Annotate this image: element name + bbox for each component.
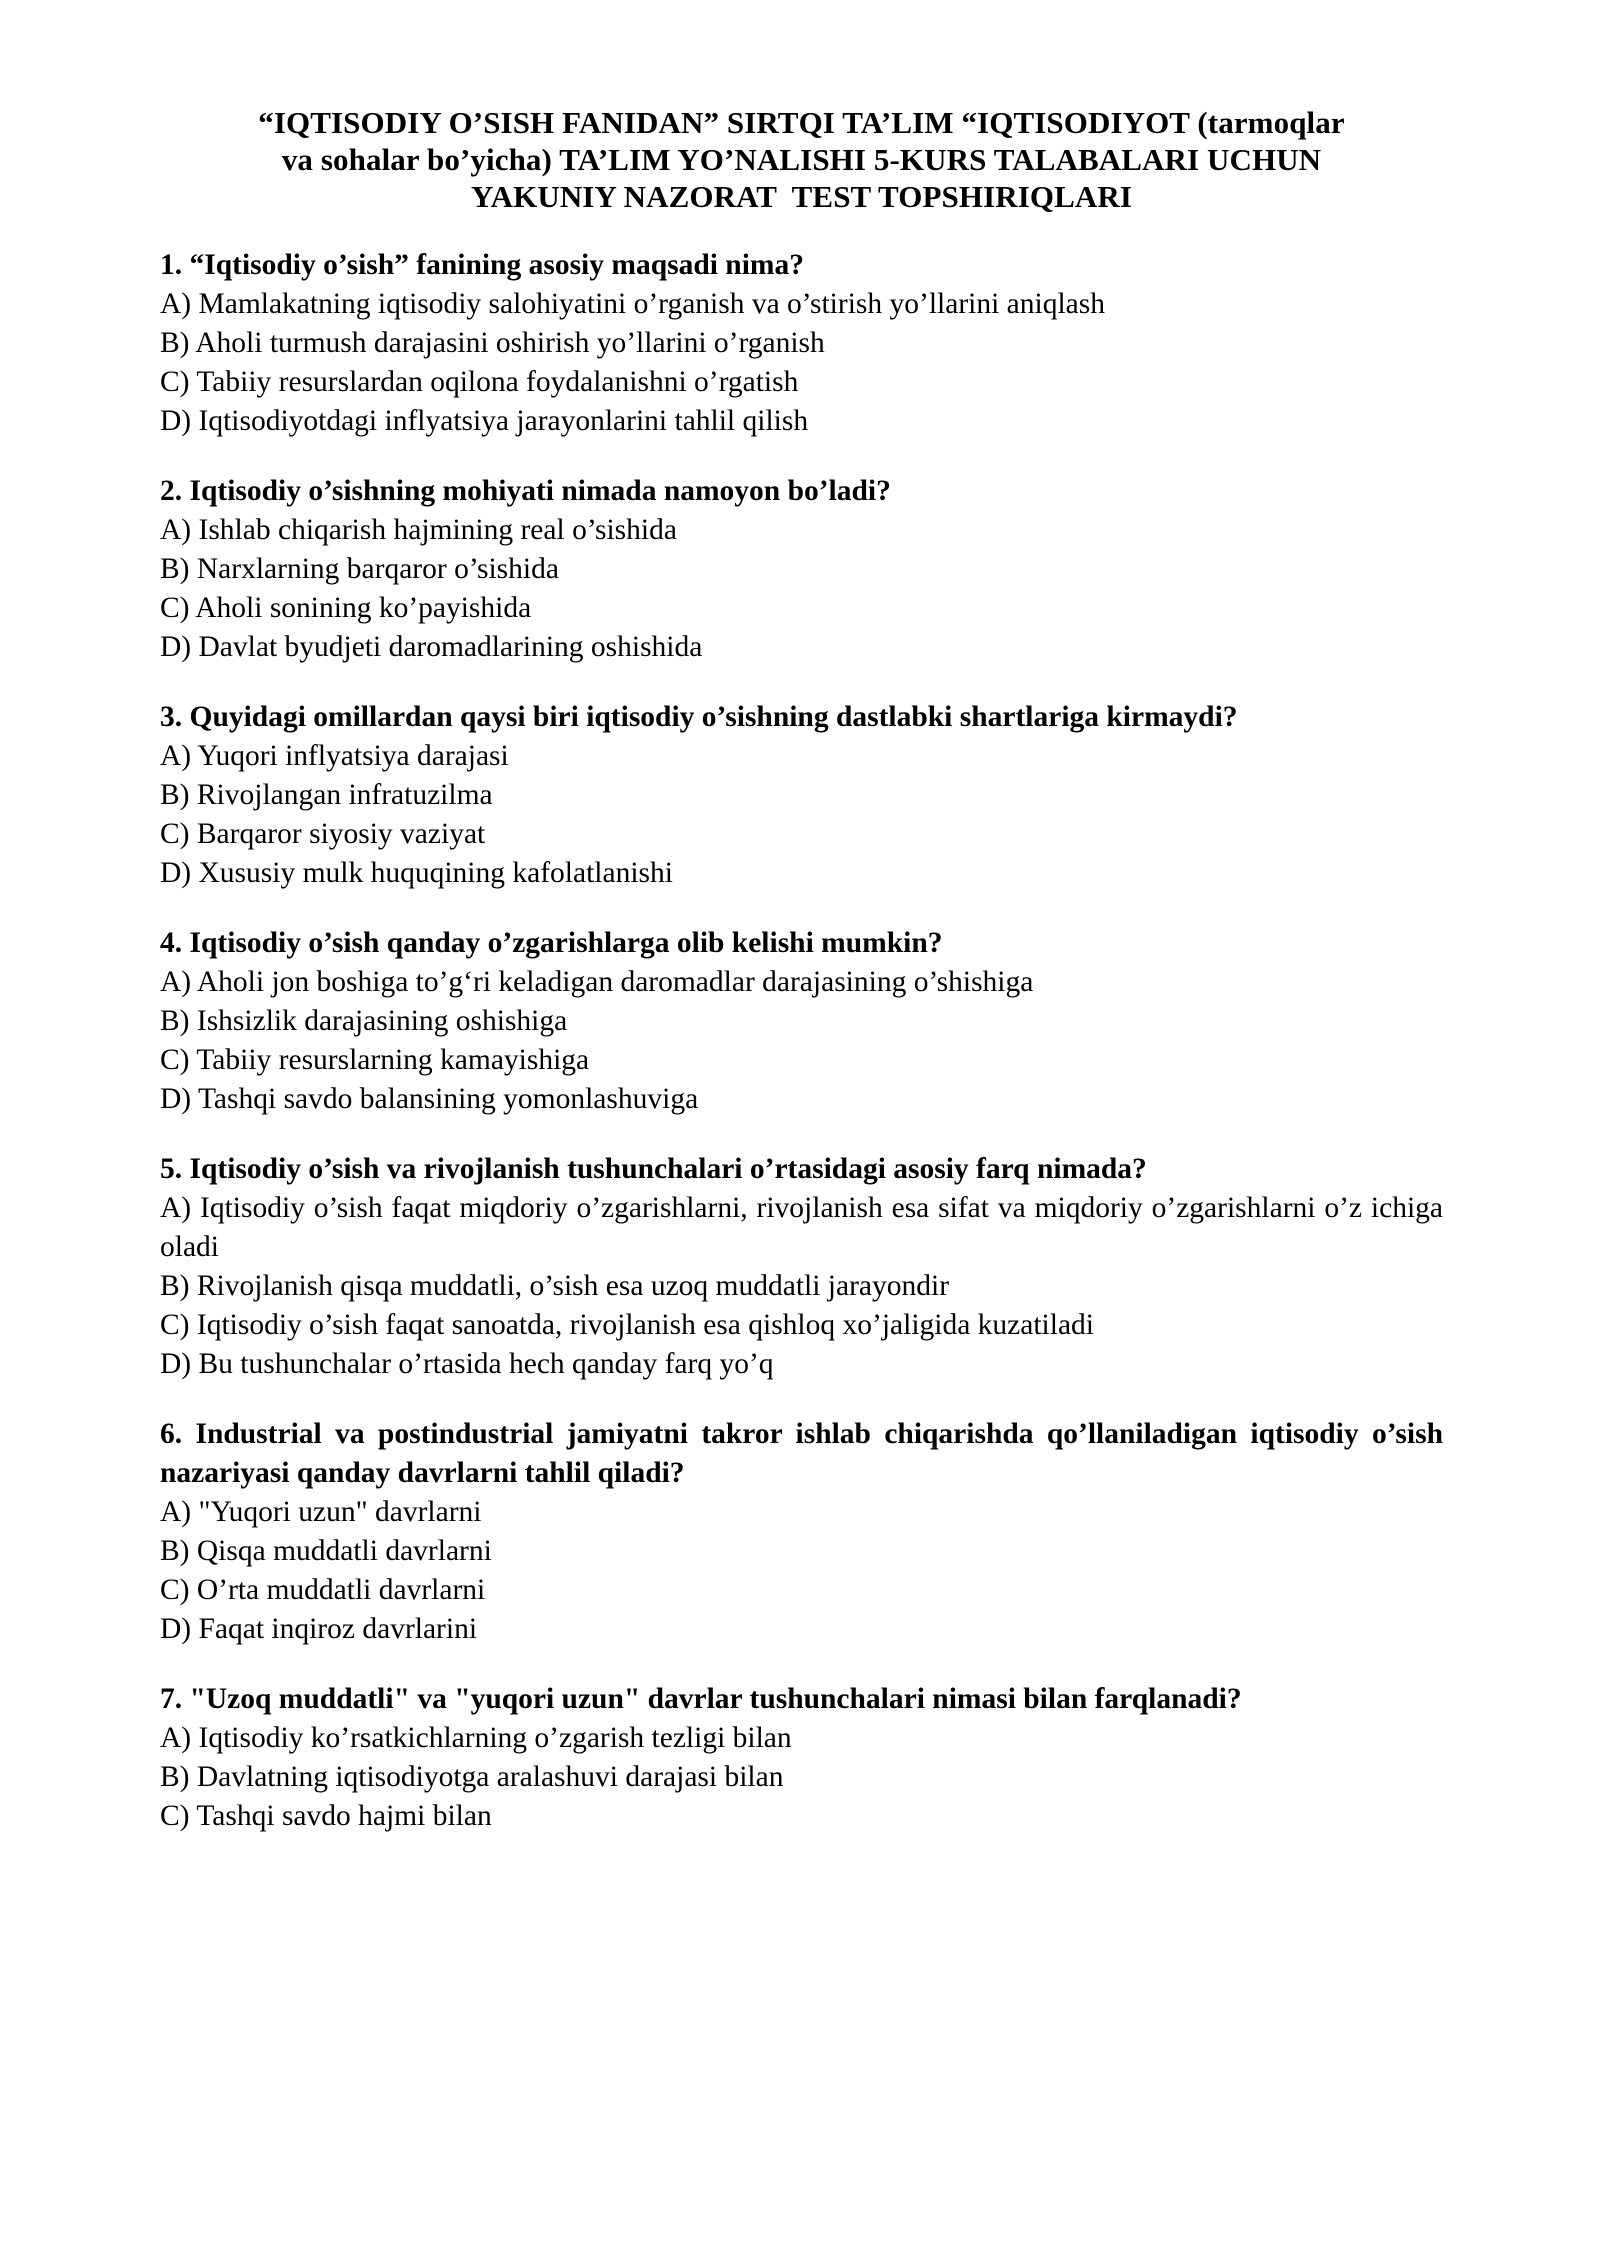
- option-6-b[interactable]: B) Qisqa muddatli davrlarni: [160, 1535, 492, 1567]
- option-7-a[interactable]: A) Iqtisodiy ko’rsatkichlarning o’zgarish tezligi bilan: [160, 1722, 792, 1754]
- option-3-a[interactable]: A) Yuqori inflyatsiya darajasi: [160, 740, 509, 772]
- option-5-b[interactable]: B) Rivojlanish qisqa muddatli, o’sish esa uzoq muddatli jarayondir: [160, 1270, 950, 1302]
- question-block-2: [160, 472, 1443, 667]
- question-block-4: [160, 924, 1443, 1119]
- question-text-2: 2. Iqtisodiy o’sishning mohiyati nimada namoyon bo’ladi?: [160, 475, 891, 507]
- option-7-c[interactable]: C) Tashqi savdo hajmi bilan: [160, 1800, 492, 1832]
- option-6-d[interactable]: D) Faqat inqiroz davrlarini: [160, 1613, 478, 1645]
- question-block-6: [160, 1415, 1443, 1649]
- question-block-5: [160, 1150, 1443, 1384]
- title-line-3: YAKUNIY NAZORAT TEST TOPSHIRIQLARI: [470, 179, 1133, 214]
- option-1-a[interactable]: A) Mamlakatning iqtisodiy salohiyatini o’rganish va o’stirish yo’llarini aniqlash: [160, 288, 1105, 320]
- option-3-c[interactable]: C) Barqaror siyosiy vaziyat: [160, 818, 486, 850]
- option-1-b[interactable]: B) Aholi turmush darajasini oshirish yo’llarini o’rganish: [160, 327, 825, 359]
- question-text-4: 4. Iqtisodiy o’sish qanday o’zgarishlarga olib kelishi mumkin?: [160, 927, 943, 959]
- option-4-d[interactable]: D) Tashqi savdo balansining yomonlashuviga: [160, 1083, 699, 1115]
- option-6-c[interactable]: C) O’rta muddatli davrlarni: [160, 1574, 486, 1606]
- question-block-7: [160, 1680, 1443, 1836]
- question-block-1: [160, 246, 1443, 441]
- option-2-a[interactable]: A) Ishlab chiqarish hajmining real o’sishida: [160, 514, 677, 546]
- option-1-d[interactable]: D) Iqtisodiyotdagi inflyatsiya jarayonlarini tahlil qilish: [160, 405, 809, 437]
- question-text-5: 5. Iqtisodiy o’sish va rivojlanish tushunchalari o’rtasidagi asosiy farq nimada?: [160, 1153, 1147, 1185]
- option-4-c[interactable]: C) Tabiiy resurslarning kamayishiga: [160, 1044, 590, 1076]
- question-text-1: 1. “Iqtisodiy o’sish” fanining asosiy maqsadi nima?: [160, 249, 804, 281]
- option-6-a[interactable]: A) "Yuqori uzun" davrlarni: [160, 1496, 482, 1528]
- option-4-b[interactable]: B) Ishsizlik darajasining oshishiga: [160, 1005, 568, 1037]
- option-5-d[interactable]: D) Bu tushunchalar o’rtasida hech qanday farq yo’q: [160, 1348, 774, 1380]
- option-2-c[interactable]: C) Aholi sonining ko’payishida: [160, 592, 532, 624]
- option-3-b[interactable]: B) Rivojlangan infratuzilma: [160, 779, 493, 811]
- question-block-3: [160, 698, 1443, 893]
- title-line-2: va sohalar bo’yicha) TA’LIM YO’NALISHI 5-KURS TALABALARI UCHUN: [281, 142, 1322, 177]
- option-5-c[interactable]: C) Iqtisodiy o’sish faqat sanoatda, rivojlanish esa qishloq xo’jaligida kuzatiladi: [160, 1309, 1094, 1341]
- title-line-1: “IQTISODIY O’SISH FANIDAN” SIRTQI TA’LIM “IQTISODIYOT (tarmoqlar: [258, 105, 1345, 140]
- option-5-a[interactable]: A) Iqtisodiy o’sish faqat miqdoriy o’zgarishlarni, rivojlanish esa sifat va miqdoriy o’zgarishlarni o’z ichiga oladi: [160, 1192, 1443, 1263]
- question-text-7: 7. "Uzoq muddatli" va "yuqori uzun" davrlar tushunchalari nimasi bilan farqlanadi?: [160, 1683, 1242, 1715]
- document-title: [160, 104, 1443, 215]
- question-text-6: 6. Industrial va postindustrial jamiyatni takror ishlab chiqarishda qo’llaniladigan iqtisodiy o’sish nazariyasi qanday davrlarni tahlil qiladi?: [160, 1418, 1443, 1489]
- option-2-d[interactable]: D) Davlat byudjeti daromadlarining oshishida: [160, 631, 703, 663]
- option-1-c[interactable]: C) Tabiiy resurslardan oqilona foydalanishni o’rgatish: [160, 366, 799, 398]
- option-2-b[interactable]: B) Narxlarning barqaror o’sishida: [160, 553, 559, 585]
- option-7-b[interactable]: B) Davlatning iqtisodiyotga aralashuvi darajasi bilan: [160, 1761, 784, 1793]
- question-text-3: 3. Quyidagi omillardan qaysi biri iqtisodiy o’sishning dastlabki shartlariga kirmaydi?: [160, 701, 1238, 733]
- option-4-a[interactable]: A) Aholi jon boshiga to’g‘ri keladigan daromadlar darajasining o’shishiga: [160, 966, 1034, 998]
- page-content: [160, 104, 1443, 1836]
- option-3-d[interactable]: D) Xususiy mulk huquqining kafolatlanishi: [160, 857, 673, 889]
